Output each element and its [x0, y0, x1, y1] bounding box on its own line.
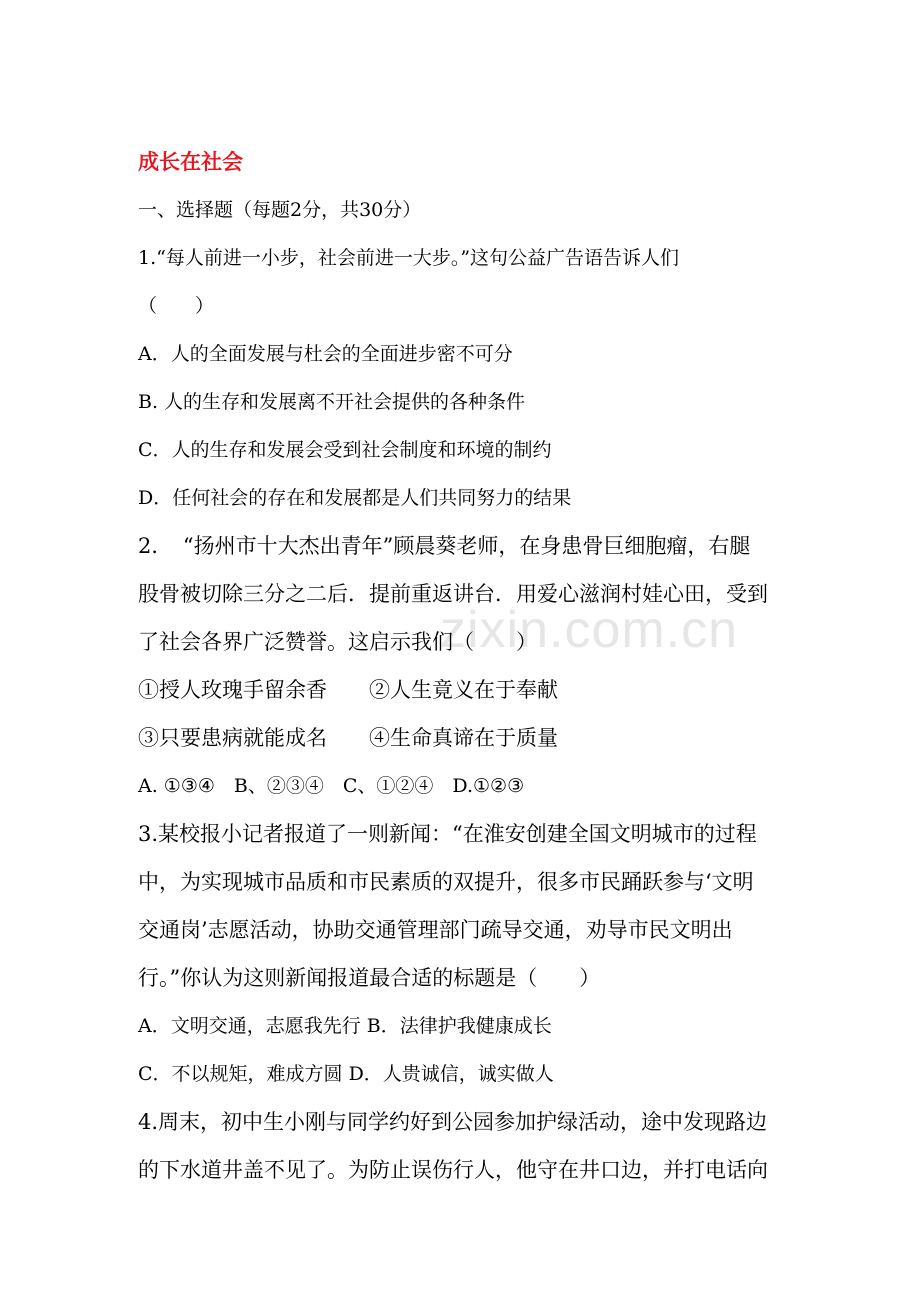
question-stem-line: 的下水道井盖不见了。为防止误伤行人，他守在井口边，并打电话向	[138, 1158, 768, 1182]
question-stem-line: 3.某校报小记者报道了一则新闻：“在淮安创建全国文明城市的过程	[138, 822, 757, 846]
question-stem-line: 行。”你认为这则新闻报道最合适的标题是（ ）	[138, 966, 601, 990]
option-line: A．文明交通，志愿我先行 B．法律护我健康成长	[138, 1015, 552, 1037]
document-page	[138, 138, 798, 1194]
question-stem-line: 1.“每人前进一小步，社会前进一大步。”这句公益广告语告诉人们	[138, 247, 680, 269]
question-stem-line: 交通岗’志愿活动，协助交通管理部门疏导交通，劝导市民文明出	[138, 918, 733, 942]
question-stem-line: 4.周末，初中生小刚与同学约好到公园参加护绿活动，途中发现路边	[138, 1110, 768, 1134]
option-b: B. 人的生存和发展离不开社会提供的各种条件	[138, 391, 526, 413]
option-a: A．人的全面发展与杜会的全面进步密不可分	[138, 343, 513, 365]
document-title: 成长在社会	[138, 150, 243, 174]
question-stem-line: 2． “扬州市十大杰出青年”顾晨葵老师，在身患骨巨细胞瘤，右腿	[138, 534, 751, 558]
question-stem-line: 中，为实现城市品质和市民素质的双提升，很多市民踊跃参与‘文明	[138, 870, 754, 894]
option-line: C．不以规矩，难成方圆 D．人贵诚信，诚实做人	[138, 1063, 554, 1085]
question-stem-line: 股骨被切除三分之二后．提前重返讲台．用爱心滋润村娃心田，受到	[138, 582, 768, 606]
question-4	[138, 1098, 798, 1194]
question-3	[138, 810, 798, 1098]
answer-blank: （ ）	[138, 295, 215, 317]
statement-line: ③只要患病就能成名 ④生命真谛在于质量	[138, 726, 558, 750]
section-heading: 一、选择题（每题2分，共30分）	[138, 199, 422, 221]
option-line: A. ①③④ B、②③④ C、①②④ D.①②③	[138, 775, 525, 797]
watermark: zixin.com.cn	[440, 601, 739, 659]
option-d: D．任何社会的存在和发展都是人们共同努力的结果	[138, 487, 572, 509]
question-stem-line: 了社会各界广泛赞誉。这启示我们（ ）	[138, 630, 537, 654]
question-1	[138, 234, 798, 522]
option-c: C．人的生存和发展会受到社会制度和环境的制约	[138, 439, 552, 461]
question-2	[138, 522, 798, 810]
statement-line: ①授人玫瑰手留余香 ②人生竟义在于奉献	[138, 678, 558, 702]
